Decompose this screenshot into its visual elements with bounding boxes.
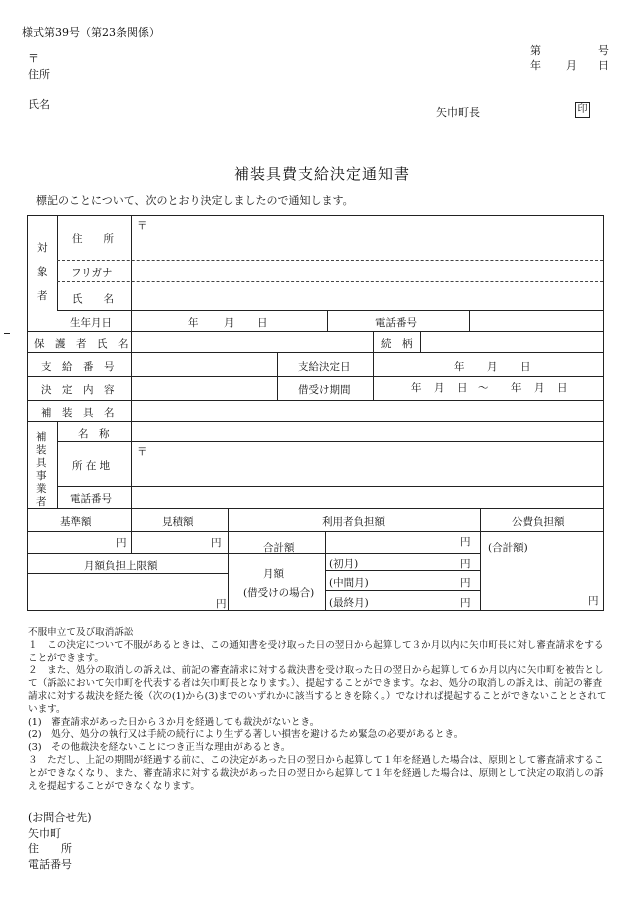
vendor-name-label: 名 称 — [78, 428, 110, 440]
notes-paragraph-1: １ この決定について不服があるときは、この通知書を受け取った日の翌日から起算して３か月以内に矢巾町長に対し審査請求をすることができます。 — [28, 639, 604, 664]
lease-from-day: 日 — [457, 382, 468, 394]
vendor-postal-mark: 〒 — [137, 446, 148, 458]
birthdate-label: 生年月日 — [70, 317, 112, 329]
address-label: 住 所 — [72, 233, 114, 245]
target-label-2: 象 — [37, 266, 48, 278]
contact-org: 矢巾町 — [28, 826, 61, 840]
doc-number-suffix: 号 — [598, 44, 609, 57]
name-label: 氏 名 — [72, 293, 114, 305]
vendor-label-4: 事 — [36, 470, 47, 482]
middle-month-yen: 円 — [460, 577, 471, 589]
user-burden-label: 利用者負担額 — [322, 516, 385, 528]
device-name-label: 補 装 具 名 — [41, 407, 115, 419]
monthly-label: 月額 — [263, 568, 284, 580]
notes-heading: 不服申立て及び取消訴訟 — [28, 627, 134, 638]
furigana-label: フリガナ — [71, 267, 113, 279]
vendor-label-6: 者 — [36, 496, 47, 508]
payment-number-label: 支 給 番 号 — [41, 361, 115, 373]
margin-tick — [4, 333, 10, 334]
contact-block — [28, 810, 92, 872]
last-month-label: (最終月) — [329, 597, 369, 609]
public-total-label: (合計額) — [488, 542, 528, 554]
estimate-label: 見積額 — [162, 516, 194, 528]
contact-address: 住 所 — [28, 842, 72, 855]
date-day: 日 — [598, 59, 609, 72]
last-month-yen: 円 — [460, 597, 471, 609]
decision-date-day: 日 — [520, 361, 531, 373]
total-yen: 円 — [460, 536, 471, 548]
vendor-label-1: 補 — [36, 431, 47, 443]
vendor-phone-label: 電話番号 — [70, 493, 112, 505]
lease-period-label: 借受け期間 — [298, 384, 351, 396]
lease-tilde: ～ — [478, 382, 489, 394]
birth-year: 年 — [188, 317, 199, 329]
public-burden-yen: 円 — [588, 595, 599, 607]
contact-heading: (お問合せ先) — [28, 811, 92, 824]
notes-paragraph-2: ２ また、処分の取消しの訴えは、前記の審査請求に対する裁決書を受け取った日の翌日から起算して６か月以内に矢巾町を被告として（訴訟において矢巾町を代表する者は矢巾町長となります。）、提起することができます。なお、処分の取消しの訴えは、前記の審査請求に対する裁決を経た後（次の(1)から(3)までのいずれかに該当するときを除く。）でなければ提起することができないこととされています。 — [28, 665, 607, 715]
first-month-yen: 円 — [460, 558, 471, 570]
estimate-yen: 円 — [211, 537, 222, 549]
guardian-name-label: 保 護 者 氏 名 — [34, 338, 129, 350]
recipient-postal-mark: 〒 — [28, 52, 39, 65]
notes-item-1: (1) 審査請求があった日から３か月を経過しても裁決がないとき。 — [28, 716, 320, 728]
monthly-cap-yen: 円 — [216, 598, 227, 610]
notes-paragraph-3: ３ ただし、上記の期間が経過する前に、この決定があった日の翌日から起算して１年を経過した場合は、原則として審査請求することができなくなり、また、審査請求に対する裁決があった日の翌日から起算して１年を経過した場合は、原則として決定の取消しの訴えを提起することができなくなります。 — [28, 754, 604, 792]
form-number: 様式第39号（第23条関係） — [22, 26, 160, 39]
date-year: 年 — [530, 59, 541, 72]
address-postal-mark: 〒 — [137, 220, 148, 232]
target-label-1: 対 — [37, 242, 48, 254]
base-yen: 円 — [116, 537, 127, 549]
lease-to-day: 日 — [557, 382, 568, 394]
monthly-cap-label: 月額負担上限額 — [84, 560, 158, 572]
recipient-address-label: 住所 — [28, 68, 50, 81]
notes-item-2: (2) 処分、処分の執行又は手続の続行により生ずる著しい損害を避けるため緊急の必要があるとき。 — [28, 729, 464, 741]
contact-phone: 電話番号 — [28, 857, 72, 871]
vendor-label-2: 装 — [36, 444, 47, 456]
lease-from-month: 月 — [434, 382, 445, 394]
lease-from-year: 年 — [411, 382, 422, 394]
phone-label: 電話番号 — [375, 317, 417, 329]
vendor-label-5: 業 — [36, 483, 47, 495]
target-label-3: 者 — [37, 290, 48, 302]
lease-to-year: 年 — [511, 382, 522, 394]
monthly-lease-label: (借受けの場合) — [243, 587, 315, 599]
lease-to-month: 月 — [534, 382, 545, 394]
document-title: 補装具費支給決定通知書 — [234, 165, 411, 183]
birth-month: 月 — [224, 317, 235, 329]
relation-label: 続 柄 — [381, 338, 413, 350]
issuer-name: 矢巾町長 — [436, 106, 480, 119]
public-burden-label: 公費負担額 — [512, 516, 565, 528]
total-label: 合計額 — [263, 542, 295, 554]
vendor-address-label: 所 在 地 — [72, 460, 111, 472]
middle-month-label: (中間月) — [329, 577, 369, 589]
birth-day: 日 — [257, 317, 268, 329]
decision-date-label: 支給決定日 — [298, 361, 351, 373]
intro-text: 標記のことについて、次のとおり決定しましたので通知します。 — [36, 194, 354, 207]
appeal-notes — [28, 627, 608, 793]
recipient-name-label: 氏名 — [28, 98, 50, 111]
base-amount-label: 基準額 — [60, 516, 92, 528]
notes-item-3: (3) その他裁決を経ないことにつき正当な理由があるとき。 — [28, 742, 291, 754]
date-month: 月 — [566, 59, 577, 72]
decision-date-month: 月 — [487, 361, 498, 373]
seal-mark: 印 — [575, 102, 590, 118]
first-month-label: (初月) — [329, 558, 359, 570]
decision-date-year: 年 — [454, 361, 465, 373]
vendor-label-3: 具 — [36, 457, 47, 469]
decision-content-label: 決 定 内 容 — [41, 384, 115, 396]
doc-number-prefix: 第 — [530, 44, 541, 57]
